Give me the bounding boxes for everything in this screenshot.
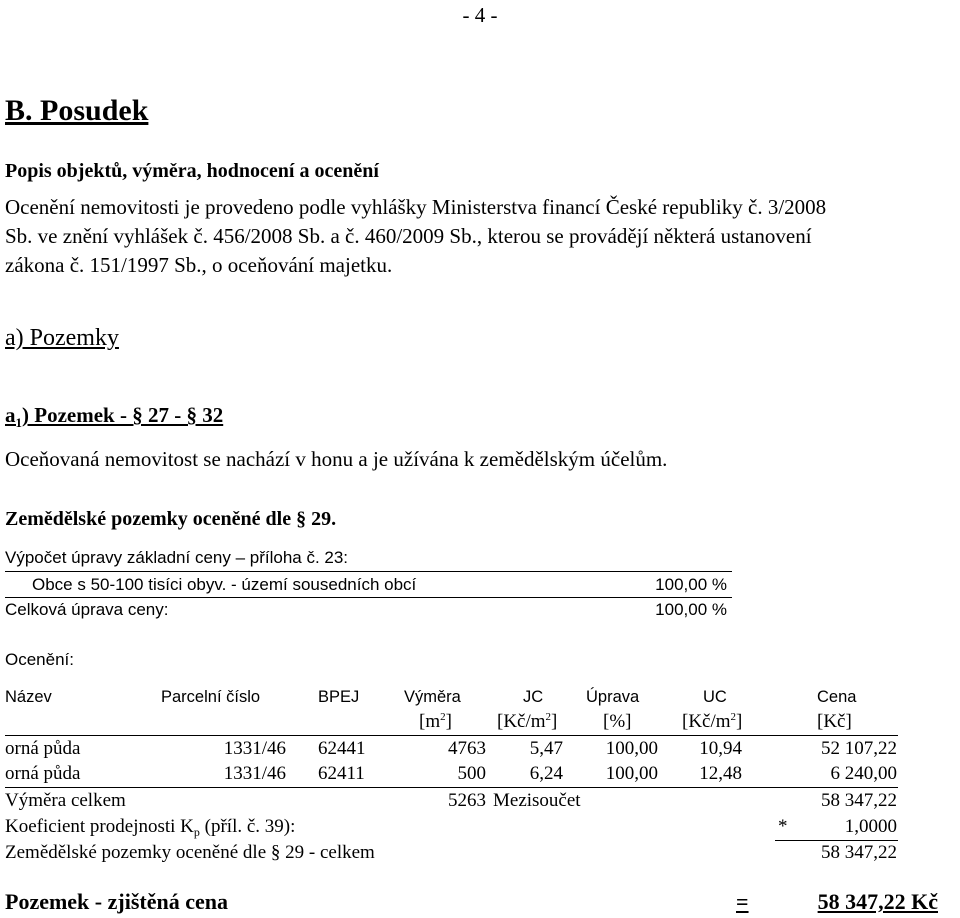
row2-nazev: orná půda	[5, 763, 81, 784]
row2-uprava: 100,00	[605, 763, 658, 784]
pozemky-heading: a) Pozemky	[5, 325, 119, 351]
col-header-jc: JC	[523, 688, 544, 706]
page-number: - 4 -	[462, 3, 498, 27]
unit-uprava: [%]	[603, 711, 632, 732]
vymera-celkem-label: Výměra celkem	[5, 790, 126, 811]
intro-line-1: Ocenění nemovitosti je provedeno podle vyhlášky Ministerstva financí České republiky č. 3/2008	[5, 195, 827, 219]
unit-cena: [Kč]	[817, 711, 852, 732]
col-header-vymera: Výměra	[404, 688, 461, 706]
koeficient-star: *	[778, 816, 788, 837]
parcel-description: Oceňovaná nemovitost se nachází v honu a je užívána k zemědělským účelům.	[5, 447, 668, 471]
unit-jc: $[Kč/m^2]$	[497, 711, 558, 732]
row1-jc: 5,47	[529, 738, 563, 759]
row1-parcela: 1331/46	[223, 738, 286, 759]
col-header-uc: UC	[703, 688, 727, 706]
koeficient-rule	[775, 840, 898, 841]
mezisoucet-label: Mezisoučet	[493, 790, 581, 811]
parcel-heading-rest: ) Pozemek - § 27 - § 32	[22, 403, 224, 427]
section-title: B. Posudek	[5, 94, 149, 127]
uprava-row-value: 100,00 %	[655, 575, 727, 594]
row2-bpej: 62411	[318, 763, 365, 784]
uprava-total-label: Celková úprava ceny:	[5, 600, 169, 619]
uprava-title: Výpočet úpravy základní ceny – příloha č. 23:	[5, 548, 349, 567]
uprava-line-bottom	[5, 597, 732, 598]
row2-jc: 6,24	[529, 763, 563, 784]
koeficient-value: 1,0000	[844, 816, 897, 837]
col-header-uprava: Úprava	[586, 688, 640, 706]
celkem-label: Zemědělské pozemky oceněné dle § 29 - celkem	[5, 842, 375, 863]
row1-uprava: 100,00	[605, 738, 658, 759]
vymera-celkem-value: 5263	[448, 790, 486, 811]
col-header-nazev: Název	[5, 688, 52, 706]
oceneni-label: Ocenění:	[5, 650, 74, 669]
unit-uc: $[Kč/m^2]$	[682, 711, 743, 732]
row2-vymera: 500	[457, 763, 486, 784]
zem-heading: Zemědělské pozemky oceněné dle § 29.	[5, 508, 337, 530]
koeficient-label: Koeficient prodejnosti $K_p$ (příl. č. 39):	[5, 816, 296, 839]
col-header-bpej: BPEJ	[318, 688, 360, 706]
intro-line-2: Sb. ve znění vyhlášek č. 456/2008 Sb. a č. 460/2009 Sb., kterou se provádějí některá ustanovení	[5, 224, 812, 248]
row1-uc: 10,94	[699, 738, 742, 759]
row2-uc: 12,48	[699, 763, 742, 784]
mezisoucet-value: 58 347,22	[821, 790, 897, 811]
col-header-cena: Cena	[817, 688, 857, 706]
row1-bpej: 62441	[318, 738, 366, 759]
rows-rule	[5, 787, 898, 788]
row1-vymera: 4763	[448, 738, 486, 759]
unit-vymera: $[m^2]$	[419, 711, 452, 732]
uprava-line-top	[5, 571, 732, 572]
row2-cena: 6 240,00	[830, 763, 897, 784]
uprava-row-label: Obce s 50-100 tisíci obyv. - území sousedních obcí	[32, 575, 417, 594]
row2-parcela: 1331/46	[223, 763, 286, 784]
parcel-heading-subscript: 1	[15, 415, 22, 431]
celkem-value: 58 347,22	[821, 842, 897, 863]
final-label: Pozemek - zjištěná cena	[5, 889, 228, 914]
row1-cena: 52 107,22	[821, 738, 897, 759]
intro-line-3: zákona č. 151/1997 Sb., o oceňování majetku.	[5, 253, 393, 277]
uprava-total-value: 100,00 %	[655, 600, 727, 619]
subsection-title: Popis objektů, výměra, hodnocení a ocenění	[5, 160, 379, 182]
final-value: 58 347,22 Kč	[817, 889, 938, 914]
row1-nazev: orná půda	[5, 738, 81, 759]
table-header-rule	[5, 735, 898, 736]
final-eq: =	[736, 889, 749, 914]
parcel-heading-prefix: a	[5, 403, 16, 427]
parcel-heading	[5, 403, 223, 431]
col-header-parcela: Parcelní číslo	[161, 688, 261, 706]
